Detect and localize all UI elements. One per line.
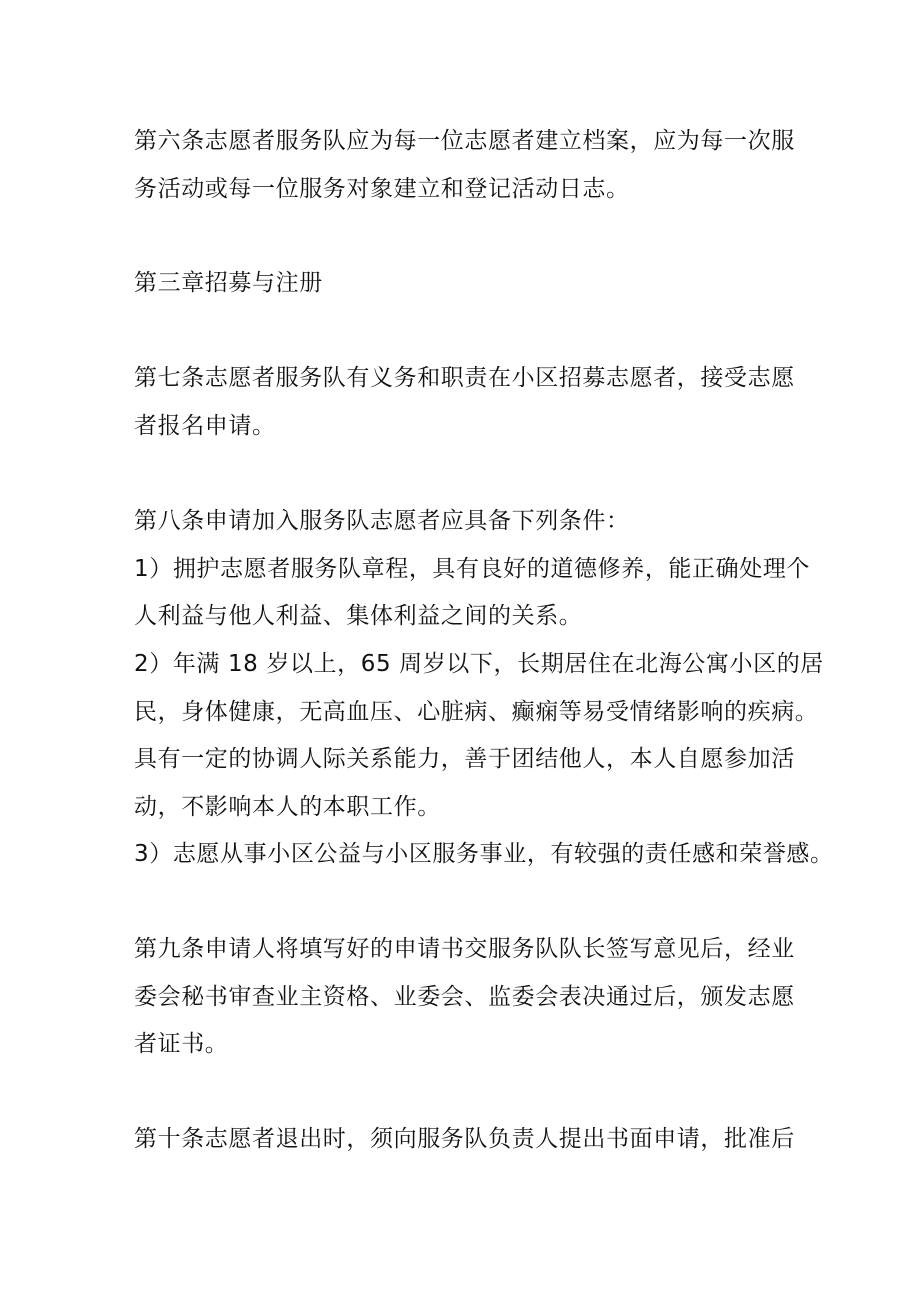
article-8-heading: 第八条申请加入服务队志愿者应具备下列条件：	[134, 508, 630, 534]
condition-3-line: 3）志愿从事小区公益与小区服务事业，有较强的责任感和荣誉感。	[134, 841, 834, 867]
condition-2-line-3: 具有一定的协调人际关系能力，善于团结他人，本人自愿参加活	[134, 746, 795, 772]
chapter-3-heading: 第三章招募与注册	[134, 270, 323, 296]
article-7-line-1: 第七条志愿者服务队有义务和职责在小区招募志愿者，接受志愿	[134, 365, 795, 391]
article-7-line-2: 者报名申请。	[134, 413, 276, 439]
article-9-line-1: 第九条申请人将填写好的申请书交服务队队长签写意见后，经业	[134, 936, 795, 962]
condition-2-line-2: 民，身体健康，无高血压、心脏病、癫痫等易受情绪影响的疾病。	[134, 699, 819, 725]
condition-2-line-1: 2）年满 18 岁以上，65 周岁以下，长期居住在北海公寓小区的居	[134, 651, 824, 677]
article-6-line-1: 第六条志愿者服务队应为每一位志愿者建立档案，应为每一次服	[134, 128, 795, 154]
article-10-line-1: 第十条志愿者退出时，须向服务队负责人提出书面申请，批准后	[134, 1126, 795, 1152]
article-9-line-2: 委会秘书审查业主资格、业委会、监委会表决通过后，颁发志愿	[134, 984, 795, 1010]
article-6-line-2: 务活动或每一位服务对象建立和登记活动日志。	[134, 176, 630, 202]
article-9-line-3: 者证书。	[134, 1031, 229, 1057]
condition-2-line-4: 动，不影响本人的本职工作。	[134, 794, 441, 820]
condition-1-line-2: 人利益与他人利益、集体利益之间的关系。	[134, 603, 583, 629]
condition-1-line-1: 1）拥护志愿者服务队章程，具有良好的道德修养，能正确处理个	[134, 556, 811, 582]
